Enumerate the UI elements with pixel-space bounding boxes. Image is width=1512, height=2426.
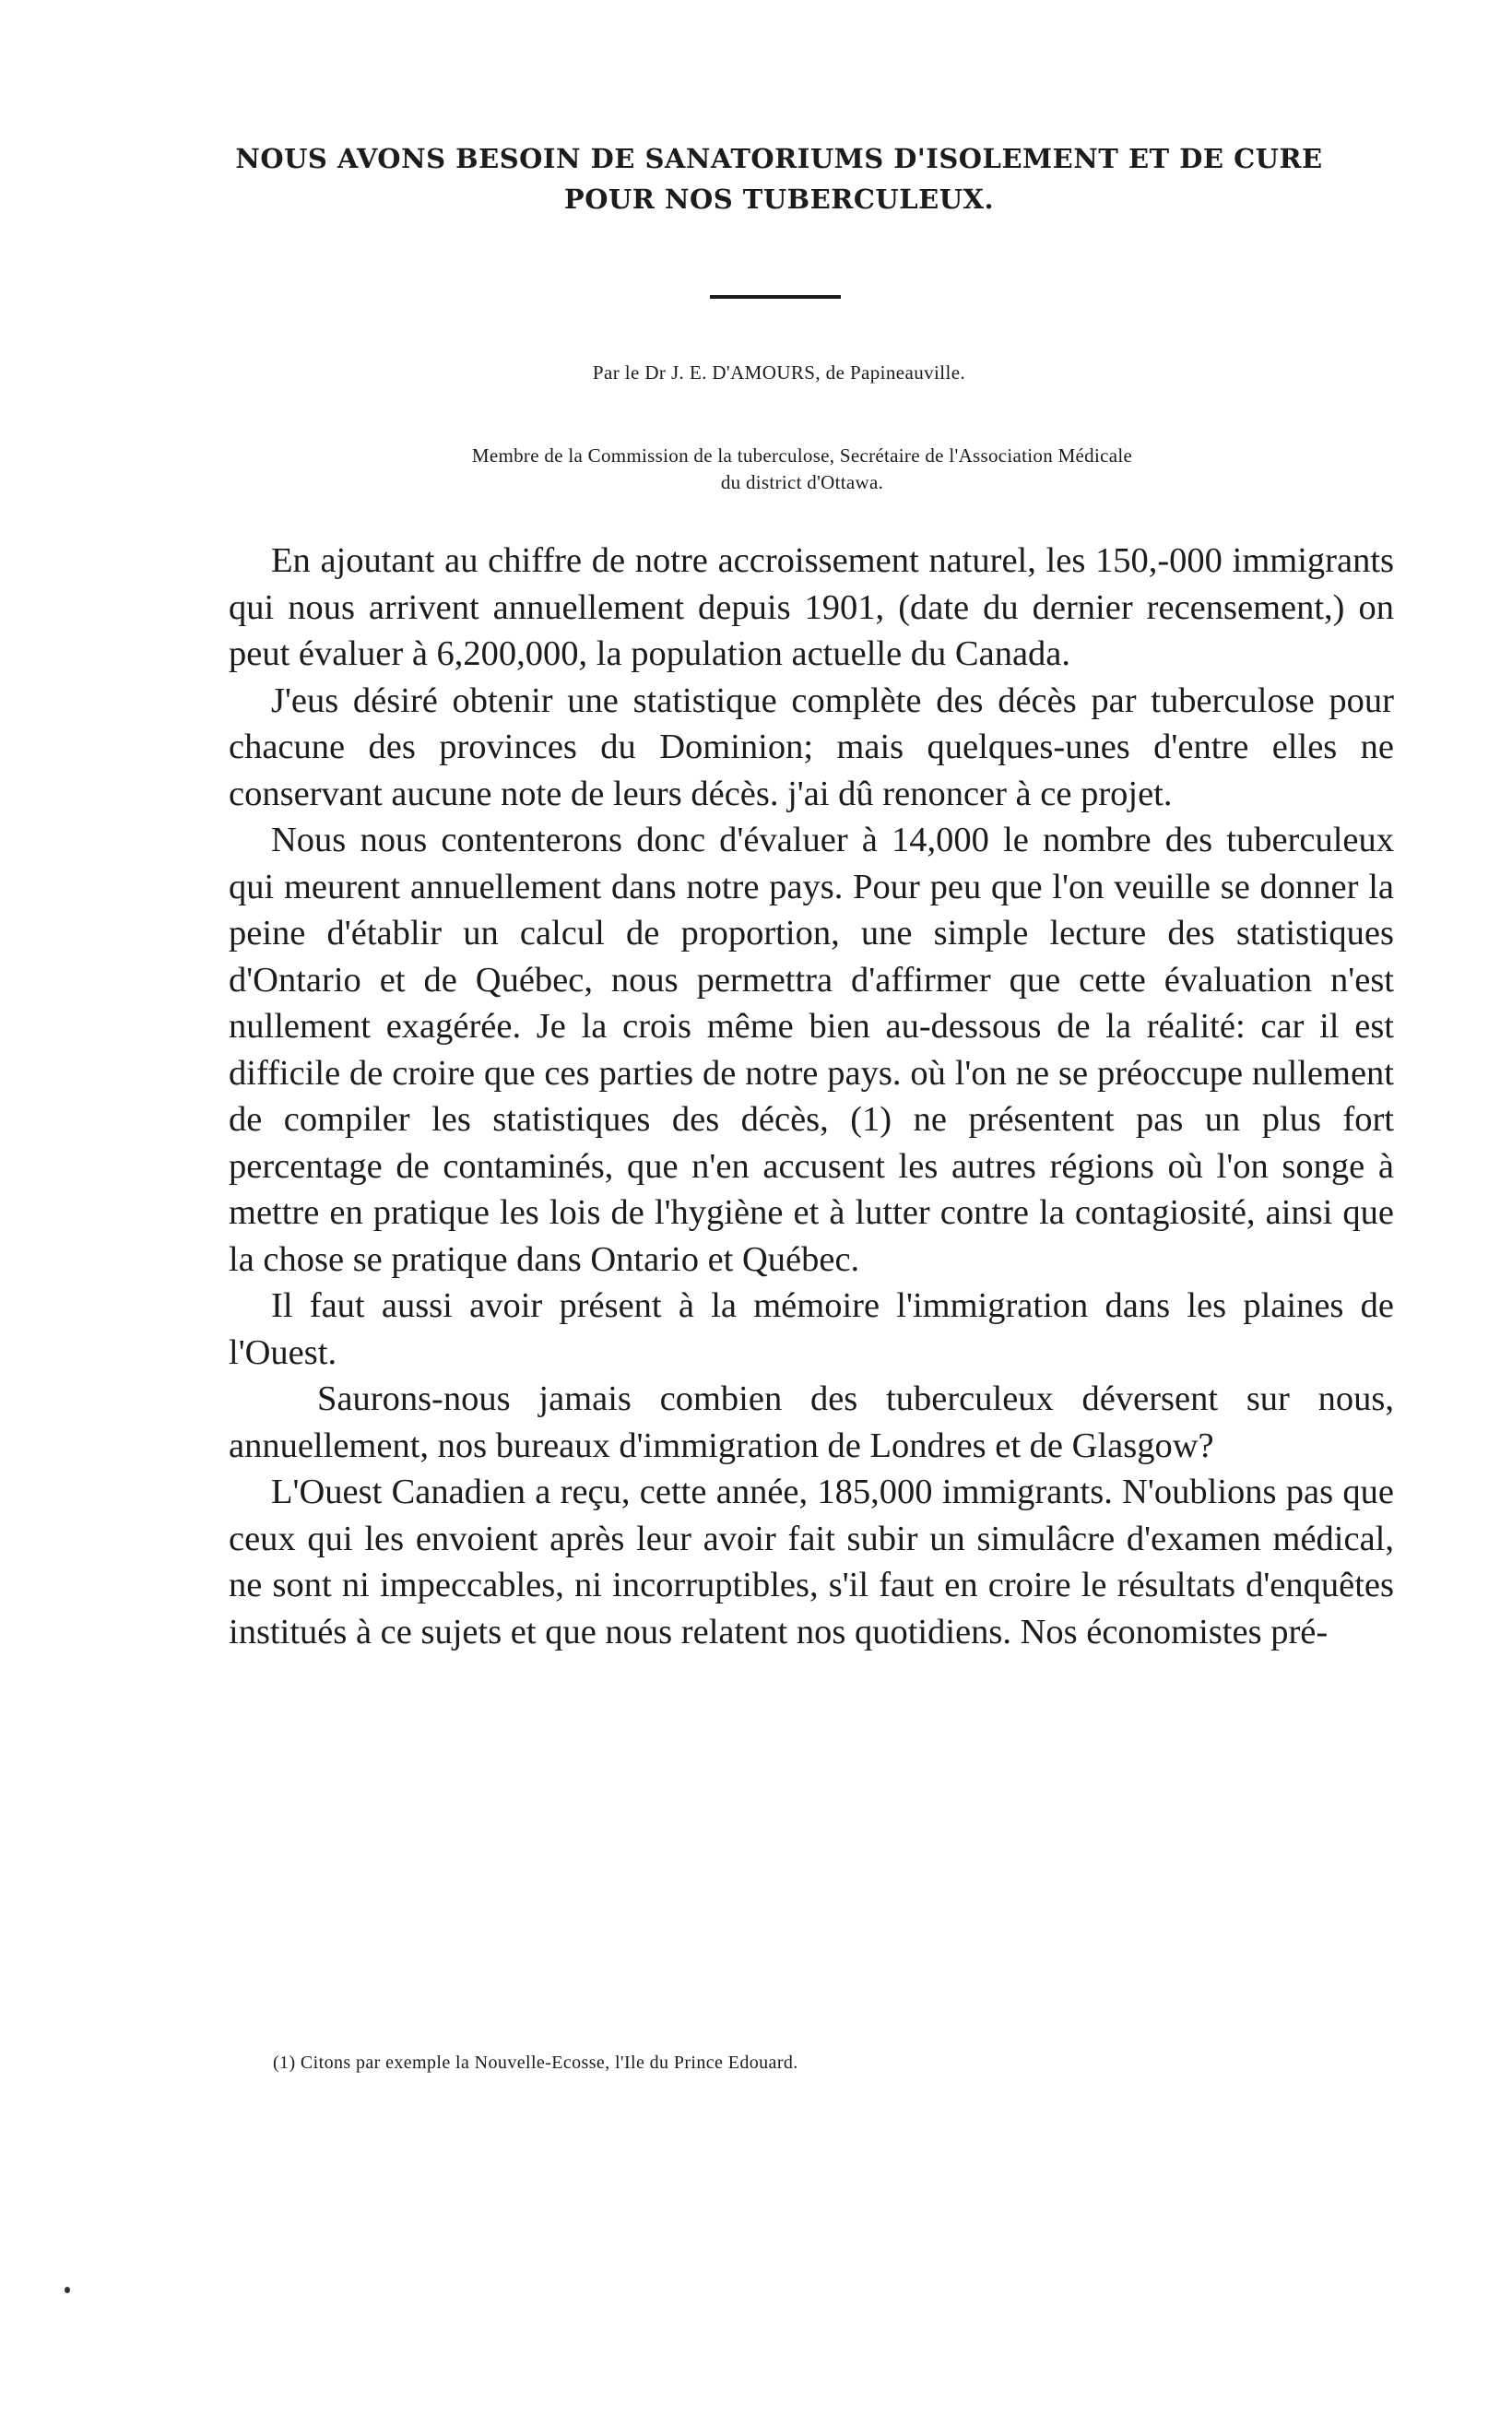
scan-speck: [65, 2287, 70, 2293]
author-byline: Par le Dr J. E. D'AMOURS, de Papineauville.: [592, 361, 966, 384]
affiliation-line-2: du district d'Ottawa.: [720, 471, 884, 493]
paragraph: En ajoutant au chiffre de notre accroissement naturel, les 150,-000 immigrants qui nous arrivent annuellement depuis 1901, (date du dernier recensement,) on peut évaluer à 6,200,000, la population actuelle du Canada.: [229, 541, 1394, 673]
author-affiliation: [313, 443, 1291, 496]
article-body: [229, 538, 1394, 1655]
article-title: [184, 138, 1374, 219]
title-divider: [710, 295, 841, 299]
affiliation-line-1: Membre de la Commission de la tuberculose, Secrétaire de l'Association Médicale: [471, 444, 1133, 467]
paragraph: L'Ouest Canadien a reçu, cette année, 185,000 immigrants. N'oublions pas que ceux qui les envoient après leur avoir fait subir un simulâcre d'examen médical, ne sont ni impeccables, ni incorruptibles, s'il faut en croire le résultats d'enquêtes institués à ce sujets et que nous relatent nos quotidiens. Nos économistes pré-: [229, 1473, 1394, 1651]
title-line-2: POUR NOS TUBERCULEUX.: [563, 183, 995, 215]
footnote: (1) Citons par exemple la Nouvelle-Ecosse, l'Ile du Prince Edouard.: [273, 2053, 798, 2073]
paragraph: Saurons-nous jamais combien des tuberculeux déversent sur nous, annuellement, nos bureaux d'immigration de Londres et de Glasgow?: [229, 1379, 1394, 1465]
title-line-1: NOUS AVONS BESOIN DE SANATORIUMS D'ISOLEMENT ET DE CURE: [235, 143, 1323, 174]
paragraph: Nous nous contenterons donc d'évaluer à 14,000 le nombre des tuberculeux qui meurent annuellement dans notre pays. Pour peu que l'on veuille se donner la peine d'établir un calcul de proportion, une simple lecture des statistiques d'Ontario et de Québec, nous permettra d'affirmer que cette évaluation n'est nullement exagérée. Je la crois même bien au-dessous de la réalité: car il est difficile de croire que ces parties de notre pays. où l'on ne se préoccupe nullement de compiler les statistiques des décès, (1) ne présentent pas un plus fort percentage de contaminés, que n'en accusent les autres régions où l'on songe à mettre en pratique les lois de l'hygiène et à lutter contre la contagiosité, ainsi que la chose se pratique dans Ontario et Québec.: [229, 821, 1394, 1279]
paragraph: Il faut aussi avoir présent à la mémoire l'immigration dans les plaines de l'Ouest.: [229, 1286, 1394, 1372]
paragraph: J'eus désiré obtenir une statistique complète des décès par tuberculose pour chacune des provinces du Dominion; mais quelques-unes d'entre elles ne conservant aucune note de leurs décès. j'ai dû renoncer à ce projet.: [229, 680, 1394, 813]
